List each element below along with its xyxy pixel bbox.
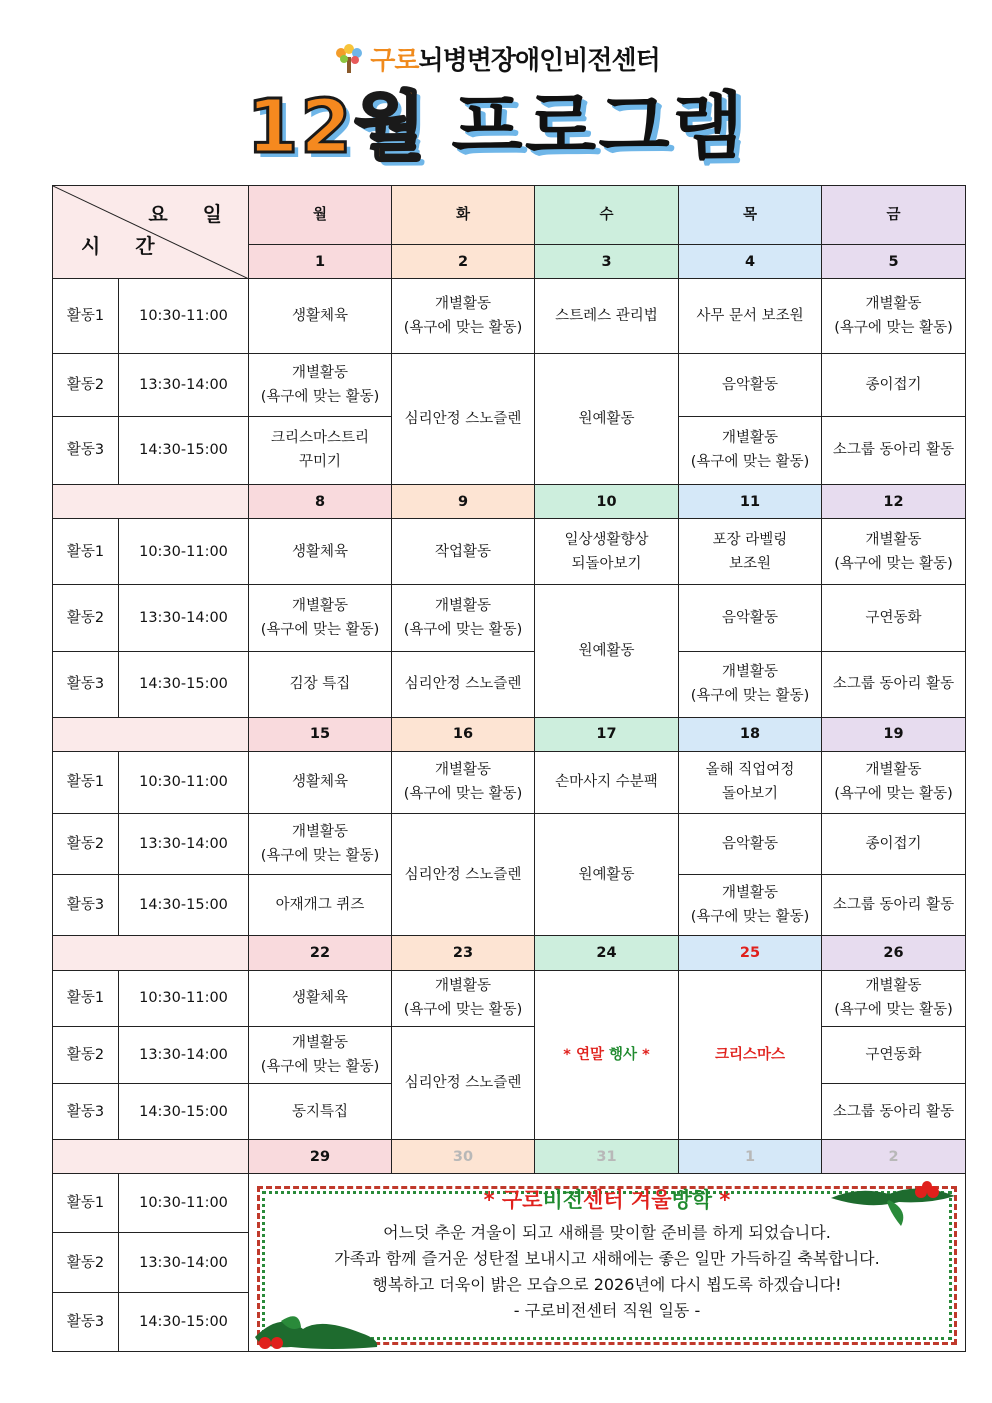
program-cell: 개별활동 (욕구에 맞는 활동)	[822, 751, 966, 813]
date-cell: 22	[249, 936, 392, 970]
weekday-fri: 금	[822, 186, 966, 245]
program-cell: 개별활동 (욕구에 맞는 활동)	[249, 1026, 392, 1083]
weekday-wed: 수	[535, 186, 679, 245]
date-cell: 17	[535, 717, 679, 751]
program-cell: 심리안정 스노즐렌	[392, 353, 535, 484]
center-name-highlight: 구로	[370, 46, 419, 76]
program-cell: 종이접기	[822, 814, 966, 875]
page-title	[0, 82, 992, 172]
notice-title-part: 방학	[671, 1188, 713, 1213]
slot-time: 13:30-14:00	[119, 814, 249, 875]
program-cell: 포장 라벨링 보조원	[679, 519, 822, 585]
date-cell-inactive: 2	[822, 1140, 966, 1174]
program-cell: 동지특집	[249, 1083, 392, 1139]
date-cell-inactive: 31	[535, 1140, 679, 1174]
program-cell: 음악활동	[679, 585, 822, 651]
program-schedule-table	[52, 185, 966, 1352]
weekday-tue: 화	[392, 186, 535, 245]
date-row-blank	[53, 484, 249, 518]
program-cell: 개별활동 (욕구에 맞는 활동)	[822, 970, 966, 1026]
slot-time: 10:30-11:00	[119, 1174, 249, 1233]
program-cell: 올해 직업여정 돌아보기	[679, 751, 822, 813]
slot-time: 13:30-14:00	[119, 353, 249, 416]
date-row-blank	[53, 936, 249, 970]
program-cell: 개별활동 (욕구에 맞는 활동)	[249, 353, 392, 416]
slot-time: 10:30-11:00	[119, 279, 249, 353]
program-cell: 소그룹 동아리 활동	[822, 875, 966, 936]
date-cell-holiday: 25	[679, 936, 822, 970]
page-header	[0, 0, 992, 185]
notice-signature: - 구로비전센터 직원 일동 -	[513, 1301, 701, 1321]
program-cell: 일상생활향상 되돌아보기	[535, 519, 679, 585]
slot-name: 활동3	[53, 651, 119, 717]
year-end-event-cell	[535, 970, 679, 1140]
date-cell: 19	[822, 717, 966, 751]
slot-time: 10:30-11:00	[119, 970, 249, 1026]
program-cell: 심리안정 스노즐렌	[392, 814, 535, 936]
date-row-blank	[53, 717, 249, 751]
center-name	[0, 40, 992, 77]
table-corner-header	[53, 186, 249, 279]
notice-title-part: 비전	[542, 1188, 584, 1213]
date-cell: 16	[392, 717, 535, 751]
notice-title-part: 센터 겨울	[583, 1188, 672, 1213]
program-cell: 김장 특집	[249, 651, 392, 717]
date-cell: 2	[392, 245, 535, 279]
time-axis-label: 시 간	[81, 234, 169, 258]
title-month: 12월	[246, 84, 428, 170]
date-row-blank	[53, 1140, 249, 1174]
title-program: 프로그램	[451, 84, 746, 170]
program-cell: 음악활동	[679, 353, 822, 416]
program-cell: 음악활동	[679, 814, 822, 875]
notice-title	[249, 1188, 965, 1212]
date-cell-inactive: 30	[392, 1140, 535, 1174]
program-cell: 개별활동 (욕구에 맞는 활동)	[249, 585, 392, 651]
program-cell: 개별활동 (욕구에 맞는 활동)	[822, 519, 966, 585]
diagonal-divider	[53, 186, 249, 279]
date-cell: 10	[535, 484, 679, 518]
slot-name: 활동1	[53, 279, 119, 353]
event-word-red: 연말	[575, 1046, 604, 1063]
slot-time: 14:30-15:00	[119, 651, 249, 717]
program-cell: 생활체육	[249, 751, 392, 813]
asterisk-icon: *	[719, 1188, 731, 1213]
slot-time: 13:30-14:00	[119, 585, 249, 651]
program-cell: 종이접기	[822, 353, 966, 416]
tree-logo-icon	[332, 43, 366, 75]
notice-content	[249, 1174, 965, 1324]
program-cell: 개별활동 (욕구에 맞는 활동)	[822, 279, 966, 353]
program-cell: 작업활동	[392, 519, 535, 585]
asterisk-icon: *	[642, 1046, 650, 1063]
date-cell: 11	[679, 484, 822, 518]
slot-name: 활동3	[53, 875, 119, 936]
slot-time: 10:30-11:00	[119, 519, 249, 585]
slot-time: 14:30-15:00	[119, 1292, 249, 1351]
slot-name: 활동3	[53, 416, 119, 484]
program-cell: 개별활동 (욕구에 맞는 활동)	[679, 651, 822, 717]
program-cell: 개별활동 (욕구에 맞는 활동)	[392, 751, 535, 813]
asterisk-icon: *	[563, 1046, 571, 1063]
date-cell: 3	[535, 245, 679, 279]
program-cell: 소그룹 동아리 활동	[822, 416, 966, 484]
date-cell: 18	[679, 717, 822, 751]
date-cell: 4	[679, 245, 822, 279]
slot-name: 활동3	[53, 1292, 119, 1351]
program-cell: 아재개그 퀴즈	[249, 875, 392, 936]
slot-name: 활동2	[53, 585, 119, 651]
program-cell: 심리안정 스노즐렌	[392, 1026, 535, 1139]
slot-time: 14:30-15:00	[119, 416, 249, 484]
date-cell: 5	[822, 245, 966, 279]
program-cell: 원예활동	[535, 814, 679, 936]
date-cell: 26	[822, 936, 966, 970]
notice-line: 가족과 함께 즐거운 성탄절 보내시고 새해에는 좋은 일만 가득하길 축복합니다.	[334, 1249, 880, 1269]
slot-time: 14:30-15:00	[119, 1083, 249, 1139]
slot-time: 10:30-11:00	[119, 751, 249, 813]
program-cell: 원예활동	[535, 585, 679, 717]
slot-name: 활동1	[53, 1174, 119, 1233]
winter-break-notice	[249, 1174, 966, 1352]
program-cell: 소그룹 동아리 활동	[822, 1083, 966, 1139]
asterisk-icon: *	[483, 1188, 495, 1213]
day-axis-label: 요 일	[148, 202, 236, 226]
program-cell: 개별활동 (욕구에 맞는 활동)	[249, 814, 392, 875]
date-cell: 24	[535, 936, 679, 970]
program-cell: 생활체육	[249, 970, 392, 1026]
notice-line: 어느덧 추운 겨울이 되고 새해를 맞이할 준비를 하게 되었습니다.	[383, 1223, 831, 1243]
slot-name: 활동2	[53, 814, 119, 875]
program-cell: 원예활동	[535, 353, 679, 484]
slot-name: 활동1	[53, 751, 119, 813]
notice-line: 행복하고 더욱이 밝은 모습으로 2026년에 다시 뵙도록 하겠습니다!	[372, 1275, 842, 1295]
slot-name: 활동1	[53, 519, 119, 585]
date-cell: 12	[822, 484, 966, 518]
slot-time: 14:30-15:00	[119, 875, 249, 936]
program-cell: 구연동화	[822, 1026, 966, 1083]
program-cell: 소그룹 동아리 활동	[822, 651, 966, 717]
date-cell-inactive: 1	[679, 1140, 822, 1174]
slot-name: 활동1	[53, 970, 119, 1026]
program-cell: 개별활동 (욕구에 맞는 활동)	[679, 875, 822, 936]
program-cell: 손마사지 수분팩	[535, 751, 679, 813]
date-cell: 1	[249, 245, 392, 279]
weekday-mon: 월	[249, 186, 392, 245]
slot-name: 활동2	[53, 1026, 119, 1083]
program-cell: 심리안정 스노즐렌	[392, 651, 535, 717]
slot-name: 활동2	[53, 353, 119, 416]
date-cell: 15	[249, 717, 392, 751]
program-cell: 개별활동 (욕구에 맞는 활동)	[679, 416, 822, 484]
program-cell: 개별활동 (욕구에 맞는 활동)	[392, 970, 535, 1026]
slot-time: 13:30-14:00	[119, 1233, 249, 1292]
christmas-holiday-cell: 크리스마스	[679, 970, 822, 1140]
date-cell: 8	[249, 484, 392, 518]
date-cell: 29	[249, 1140, 392, 1174]
program-cell: 크리스마스트리 꾸미기	[249, 416, 392, 484]
slot-name: 활동3	[53, 1083, 119, 1139]
program-cell: 스트레스 관리법	[535, 279, 679, 353]
program-cell: 개별활동 (욕구에 맞는 활동)	[392, 585, 535, 651]
program-cell: 생활체육	[249, 519, 392, 585]
date-cell: 23	[392, 936, 535, 970]
program-cell: 사무 문서 보조원	[679, 279, 822, 353]
program-cell: 개별활동 (욕구에 맞는 활동)	[392, 279, 535, 353]
weekday-thu: 목	[679, 186, 822, 245]
notice-title-part: 구로	[501, 1188, 543, 1213]
slot-time: 13:30-14:00	[119, 1026, 249, 1083]
date-cell: 9	[392, 484, 535, 518]
center-name-rest: 뇌병변장애인비전센터	[418, 46, 660, 76]
program-cell: 구연동화	[822, 585, 966, 651]
program-cell: 생활체육	[249, 279, 392, 353]
slot-name: 활동2	[53, 1233, 119, 1292]
event-word-green: 행사	[609, 1046, 638, 1063]
